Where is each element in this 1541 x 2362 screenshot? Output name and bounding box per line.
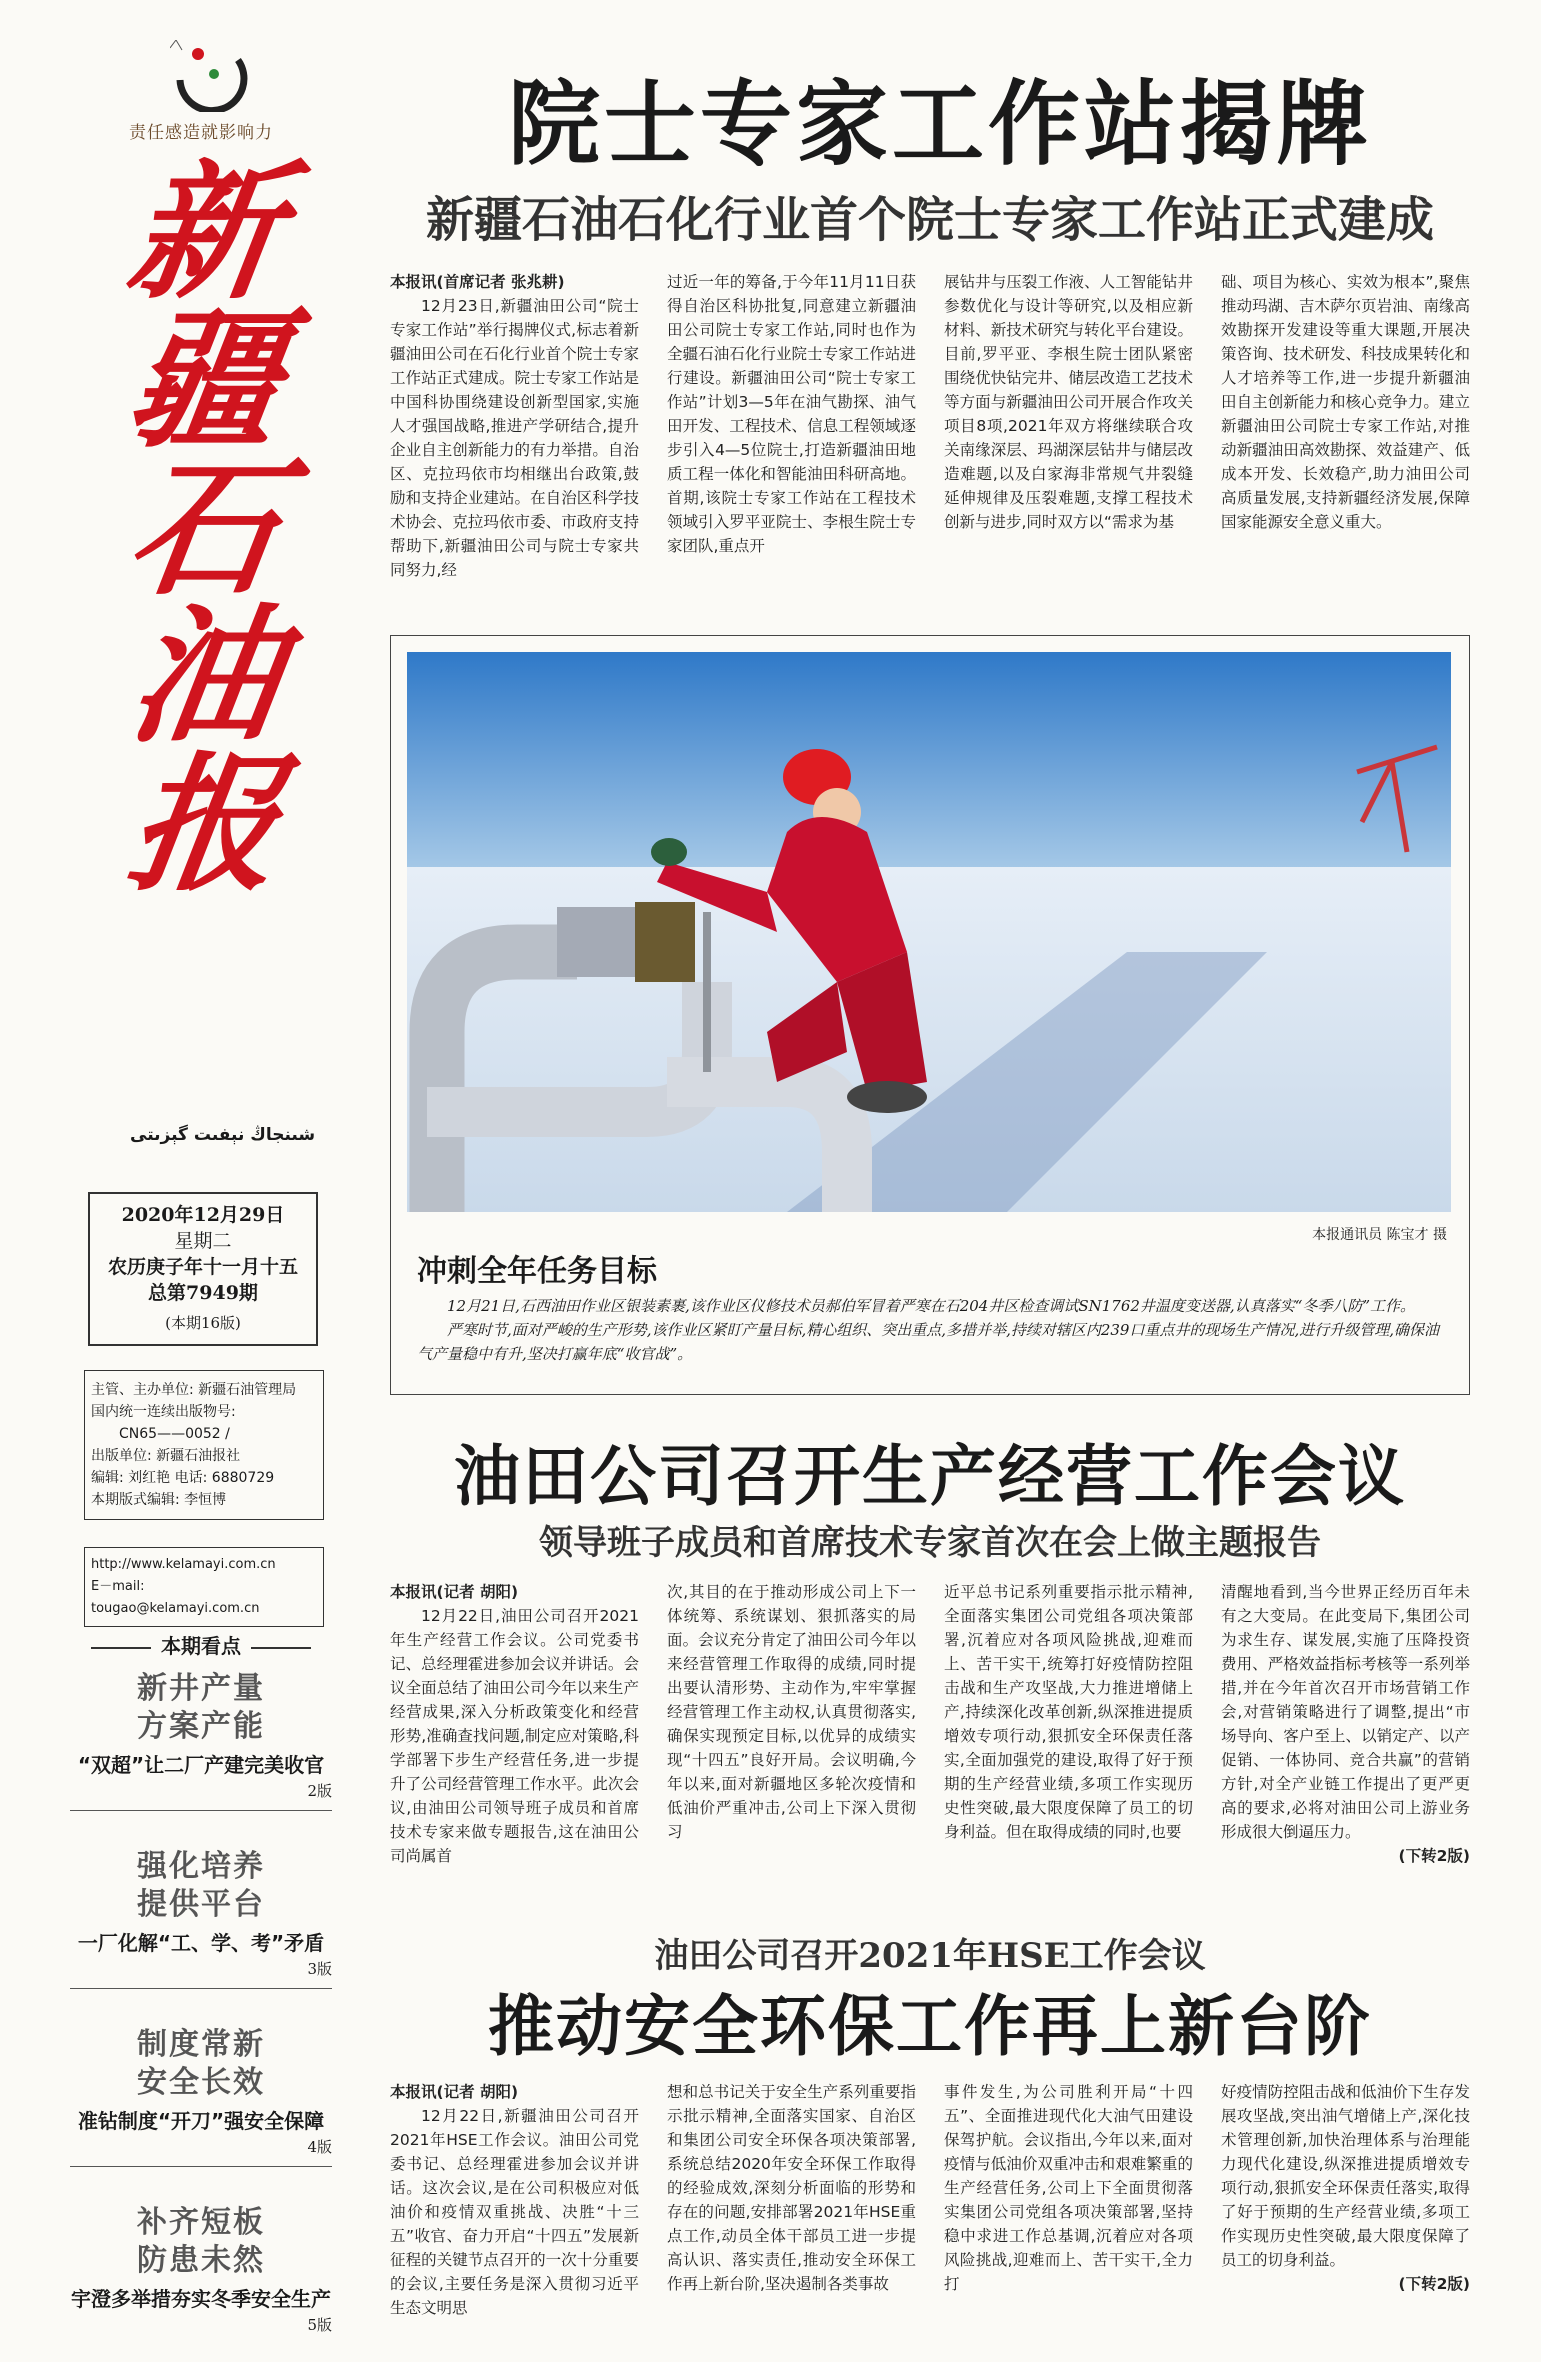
- issue-number: 总第7949期: [148, 1282, 258, 1304]
- preview-item[interactable]: [70, 1670, 332, 1811]
- article-column: [944, 1580, 1193, 1868]
- photo-illustration: [407, 652, 1451, 1212]
- newspaper-logo-icon: [170, 40, 260, 112]
- news-photo[interactable]: [407, 652, 1451, 1212]
- preview-summary: 准钻制度“开刀”强安全保障: [77, 2109, 325, 2133]
- article-column: [1221, 1580, 1470, 1868]
- article-column: [1221, 2080, 1470, 2320]
- preview-item[interactable]: [70, 2026, 332, 2167]
- date-box: [88, 1192, 318, 1346]
- info-line: 主管、主办单位: 新疆石油管理局: [91, 1382, 297, 1398]
- article3-subhead: 油田公司召开2021年HSE工作会议: [654, 1936, 1206, 1976]
- info-line: 国内统一连续出版物号:: [91, 1404, 236, 1420]
- sidebar: [70, 40, 332, 2340]
- preview-item[interactable]: [70, 2204, 332, 2336]
- continued-label[interactable]: (下转2版): [1398, 1847, 1470, 1865]
- preview-headline: 提供平台: [137, 1887, 265, 1922]
- web-info: [84, 1547, 324, 1627]
- byline: 本报讯(记者 胡阳): [390, 2083, 519, 2101]
- divider: [70, 2166, 332, 2167]
- article-column: [667, 270, 916, 582]
- caption-paragraph: 12月21日,石西油田作业区银装素裹,该作业区仪修技术员郝伯军冒着严寒在石204井区检查调试SN1762井温度变送器,认真落实“冬季八防”工作。: [447, 1297, 1416, 1315]
- article-column: [390, 1580, 639, 1868]
- paragraph: 想和总书记关于安全生产系列重要指示批示精神,全面落实国家、自治区和集团公司安全环保各项决策部署,系统总结2020年安全环保工作取得的经验成效,深刻分析面临的形势和存在的问题,安排部署2021年HSE重点工作,动员全体干部员工进一步提高认识、落实责任,推动安全环保工作再上新台阶,坚决遏制各类事故: [667, 2083, 916, 2293]
- issue-date: 2020年12月29日: [121, 1204, 285, 1226]
- info-line: CN65——0052 /: [119, 1426, 230, 1442]
- preview-summary: 宇澄多举措夯实冬季安全生产: [71, 2287, 331, 2311]
- preview-summary: 一厂化解“工、学、考”矛盾: [77, 1931, 325, 1955]
- article-column: [390, 270, 639, 582]
- photo-title: 冲刺全年任务目标: [417, 1254, 657, 1289]
- weekday: 星期二: [174, 1230, 232, 1252]
- website-link[interactable]: http://www.kelamayi.com.cn: [91, 1557, 276, 1572]
- byline: 本报讯(首席记者 张兆耕): [390, 273, 565, 291]
- publisher-info: [84, 1370, 324, 1520]
- paragraph: 清醒地看到,当今世界正经历百年未有之大变局。在此变局下,集团公司为求生存、谋发展,实施了压降投资费用、严格效益指标考核等一系列举措,并在今年首次召开市场营销工作会,对营销策略进行了调整,提出“市场导向、客户至上、以销定产、以产促销、一体协同、竞合共赢”的营销方针,对全产业链工作提出了更严更高的要求,必将对油田公司上游业务形成很大倒逼压力。: [1221, 1583, 1470, 1841]
- article-column: [944, 2080, 1193, 2320]
- article1-headline[interactable]: 院士专家工作站揭牌: [507, 71, 1372, 178]
- article-column: [1221, 270, 1470, 582]
- article-column: [944, 270, 1193, 582]
- slogan: 责任感造就影响力: [129, 123, 273, 143]
- preview-headline: 新井产量: [137, 1671, 265, 1706]
- article1-subhead: 新疆石油石化行业首个院士专家工作站正式建成: [425, 192, 1434, 248]
- paragraph: 近平总书记系列重要指示批示精神,全面落实集团公司党组各项决策部署,沉着应对各项风险挑战,迎难而上、苦干实干,统筹打好疫情防控阻击战和生产攻坚战,大力推进增储上产,持续深化改革创新,纵深推进提质增效专项行动,狠抓安全环保责任落实,全面加强党的建设,取得了好于预期的生产经营业绩,多项工作实现历史性突破,最大限度保障了员工的切身利益。但在取得成绩的同时,也要: [944, 1583, 1193, 1841]
- masthead-char: 疆: [118, 293, 292, 467]
- paragraph: 事件发生,为公司胜利开局“十四五”、全面推进现代化大油气田建设保驾护航。会议指出,今年以来,面对疫情与低油价双重冲击和艰难繁重的生产经营任务,公司上下全面贯彻落实集团公司党组各项决策部署,坚持稳中求进工作总基调,沉着应对各项风险挑战,迎难而上、苦干实干,全力打: [944, 2083, 1193, 2293]
- preview-item[interactable]: [70, 1848, 332, 1989]
- email-link[interactable]: E－mail: tougao@kelamayi.com.cn: [91, 1579, 260, 1616]
- article3-headline[interactable]: 推动安全环保工作再上新台阶: [488, 1988, 1372, 2065]
- paragraph: 12月22日,油田公司召开2021年生产经营工作会议。公司党委书记、总经理霍进参加会议并讲话。会议全面总结了油田公司今年以来生产经营成果,深入分析政策变化和经营形势,准确查找问题,制定应对策略,科学部署下步生产经营任务,进一步提升了公司经营管理工作水平。此次会议,由油田公司领导班子成员和首席技术专家来做专题报告,这在油田公司尚属首: [390, 1607, 639, 1865]
- paragraph: 础、项目为核心、实效为根本”,聚焦推动玛湖、吉木萨尔页岩油、南缘高效勘探开发建设等重大课题,开展决策咨询、技术研发、科技成果转化和人才培养等工作,进一步提升新疆油田自主创新能力和核心竞争力。建立新疆油田公司院士专家工作站,对推动新疆油田高效勘探、效益建产、低成本开发、长效稳产,助力油田公司高质量发展,支持新疆经济发展,保障国家能源安全意义重大。: [1221, 273, 1470, 531]
- article2-subhead: 领导班子成员和首席技术专家首次在会上做主题报告: [539, 1523, 1321, 1563]
- article3-body: [390, 2080, 1470, 2320]
- info-line: 出版单位: 新疆石油报社: [91, 1448, 241, 1464]
- preview-page: 5版: [307, 2316, 332, 2334]
- preview-headline: 方案产能: [137, 1709, 265, 1744]
- preview-headline: 制度常新: [137, 2027, 265, 2062]
- masthead-char: 油: [118, 589, 292, 763]
- preview-page: 4版: [307, 2138, 332, 2156]
- paragraph: 次,其目的在于推动形成公司上下一体统筹、系统谋划、狠抓落实的局面。会议充分肯定了油田公司今年以来经营管理工作取得的成绩,同时提出要认清形势、主动作为,牢牢掌握经营管理工作主动权,认真贯彻落实,确保实现预定目标,以优异的成绩实现“十四五”良好开局。会议明确,今年以来,面对新疆地区多轮次疫情和低油价严重冲击,公司上下深入贯彻习: [667, 1583, 916, 1841]
- paragraph: 12月22日,新疆油田公司召开2021年HSE工作会议。油田公司党委书记、总经理霍进参加会议并讲话。这次会议,是在公司积极应对低油价和疫情双重挑战、决胜“十三五”收官、奋力开启“十四五”发展新征程的关键节点召开的一次十分重要的会议,主要任务是深入贯彻习近平生态文明思: [390, 2107, 639, 2317]
- masthead-char: 石: [118, 441, 292, 615]
- divider: [70, 1988, 332, 1989]
- preview-headline: 强化培养: [137, 1849, 265, 1884]
- masthead-uyghur: شىنجاڭ نېفىت گېزىتى: [130, 1125, 316, 1145]
- preview-page: 3版: [307, 1960, 332, 1978]
- divider: [70, 1810, 332, 1811]
- byline: 本报讯(记者 胡阳): [390, 1583, 519, 1601]
- preview-page: 2版: [307, 1782, 332, 1800]
- article-column: [390, 2080, 639, 2320]
- preview-headline: 安全长效: [137, 2065, 265, 2100]
- masthead-char: 新: [118, 145, 292, 319]
- page-count: (本期16版): [165, 1314, 241, 1332]
- preview-headline: 补齐短板: [137, 2205, 265, 2240]
- photo-frame: [390, 635, 1470, 1395]
- paragraph: 展钻井与压裂工作液、人工智能钻井参数优化与设计等研究,以及相应新材料、新技术研究与转化平台建设。目前,罗平亚、李根生院士团队紧密围绕优快钻完井、储层改造工艺技术等方面与新疆油田公司开展合作攻关项目8项,2021年双方将继续联合攻关南缘深层、玛湖深层钻井与储层改造难题,以及白家海非常规气井裂缝延伸规律及压裂难题,支撑工程技术创新与进步,同时双方以“需求为基: [944, 273, 1193, 531]
- paragraph: 好疫情防控阻击战和低油价下生存发展攻坚战,突出油气增储上产,深化技术管理创新,加快治理体系与治理能力现代化建设,纵深推进提质增效专项行动,狠抓安全环保责任落实,取得了好于预期的生产经营业绩,多项工作实现历史性突破,最大限度保障了员工的切身利益。: [1221, 2083, 1470, 2269]
- article-column: [667, 1580, 916, 1868]
- article1-body: [390, 270, 1470, 582]
- lunar-date: 农历庚子年十一月十五: [107, 1256, 298, 1278]
- article2-headline[interactable]: 油田公司召开生产经营工作会议: [454, 1438, 1406, 1515]
- photo-caption: [417, 1294, 1447, 1366]
- caption-paragraph: 严寒时节,面对严峻的生产形势,该作业区紧盯产量目标,精心组织、突出重点,多措并举,持续对辖区内239口重点井的现场生产情况,进行升级管理,确保油气产量稳中有升,坚决打赢年底“收官战”。: [417, 1321, 1440, 1363]
- preview-headline: 防患未然: [137, 2243, 265, 2278]
- masthead-char: 报: [118, 737, 292, 911]
- info-line: 编辑: 刘红艳 电话: 6880729: [91, 1470, 275, 1486]
- photo-credit: 本报通讯员 陈宝才 摄: [1312, 1227, 1447, 1243]
- paragraph: 12月23日,新疆油田公司“院士专家工作站”举行揭牌仪式,标志着新疆油田公司在石化行业首个院士专家工作站正式建成。院士专家工作站是中国科协围绕建设创新型国家,实施人才强国战略,推进产学研结合,提升企业自主创新能力的有力举措。自治区、克拉玛依市均相继出台政策,鼓励和支持企业建站。在自治区科学技术协会、克拉玛依市委、市政府支持帮助下,新疆油田公司与院士专家共同努力,经: [390, 297, 639, 579]
- preview-title: 本期看点: [70, 1630, 332, 1659]
- preview-summary: “双超”让二厂产建完美收官: [77, 1753, 325, 1777]
- article2-body: [390, 1580, 1470, 1868]
- info-line: 本期版式编辑: 李恒博: [91, 1492, 227, 1508]
- continued-label[interactable]: (下转2版): [1398, 2275, 1470, 2293]
- article-column: [667, 2080, 916, 2320]
- paragraph: 过近一年的筹备,于今年11月11日获得自治区科协批复,同意建立新疆油田公司院士专家工作站,同时也作为全疆石油石化行业院士专家工作站进行建设。新疆油田公司“院士专家工作站”计划3—5年在油气勘探、油气田开发、工程技术、信息工程领域逐步引入4—5位院士,打造新疆油田地质工程一体化和智能油田科研高地。首期,该院士专家工作站在工程技术领域引入罗平亚院士、李根生院士专家团队,重点开: [667, 273, 916, 555]
- masthead: [110, 145, 300, 911]
